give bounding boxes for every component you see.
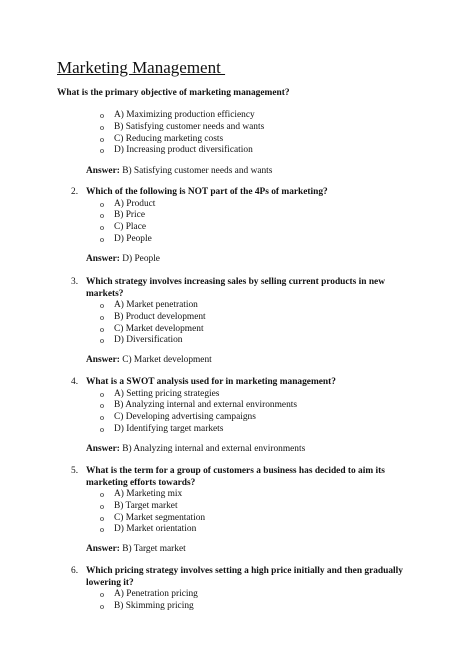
- question-text: Which strategy involves increasing sales by selling current products in new markets?: [86, 277, 385, 299]
- option-text: B) Satisfying customer needs and wants: [114, 121, 265, 132]
- answer-label: Answer:: [86, 444, 120, 454]
- option-text: B) Target market: [114, 500, 178, 511]
- option-text: B) Product development: [114, 311, 206, 322]
- answer-line: [86, 355, 212, 365]
- option-item: [0, 412, 474, 424]
- question-header: [0, 277, 474, 300]
- answer-label: Answer:: [86, 544, 120, 554]
- bullet-icon: o: [100, 401, 104, 411]
- option-text: C) Developing advertising campaigns: [114, 412, 256, 423]
- option-text: C) Reducing marketing costs: [114, 133, 224, 144]
- option-text: D) Identifying target markets: [114, 423, 224, 434]
- bullet-icon: o: [100, 199, 104, 209]
- option-item: [0, 199, 474, 211]
- answer-label: Answer:: [86, 355, 120, 365]
- option-text: D) People: [114, 233, 152, 244]
- bullet-icon: o: [100, 336, 104, 346]
- question-options: [0, 199, 474, 246]
- question-5: [0, 466, 474, 536]
- option-item: [0, 424, 474, 436]
- option-text: C) Market development: [114, 323, 204, 334]
- question-header: [0, 187, 474, 199]
- option-item: [0, 389, 474, 401]
- bullet-icon: o: [100, 490, 104, 499]
- question-1-text: What is the primary objective of marketing management?: [57, 88, 290, 98]
- answer-text: B) Satisfying customer needs and wants: [119, 166, 273, 176]
- option-item: [0, 300, 474, 312]
- bullet-icon: o: [100, 234, 104, 244]
- answer-text: D) People: [119, 254, 160, 264]
- option-text: D) Market orientation: [114, 524, 197, 535]
- option-text: A) Maximizing production efficiency: [114, 110, 255, 120]
- option-item: [0, 489, 474, 501]
- bullet-icon: o: [100, 525, 104, 535]
- bullet-icon: o: [100, 111, 104, 120]
- question-6: [0, 566, 474, 613]
- answer-text: C) Market development: [119, 355, 212, 365]
- option-item: [0, 145, 474, 157]
- document-title: Marketing Management: [57, 58, 226, 77]
- answer-line: [86, 166, 272, 176]
- question-options: [0, 389, 474, 436]
- option-text: C) Market segmentation: [114, 512, 206, 523]
- bullet-icon: o: [100, 413, 104, 423]
- option-text: B) Skimming pricing: [114, 600, 194, 611]
- answer-text: B) Analyzing internal and external environments: [119, 444, 306, 454]
- question-header: [0, 566, 474, 589]
- option-item: [0, 110, 474, 122]
- bullet-icon: o: [100, 134, 104, 144]
- option-item: [0, 222, 474, 234]
- bullet-icon: o: [100, 312, 104, 322]
- option-item: [0, 501, 474, 513]
- question-text: What is a SWOT analysis used for in marketing management?: [86, 377, 336, 387]
- bullet-icon: o: [100, 501, 104, 511]
- option-text: B) Price: [114, 210, 145, 221]
- bullet-icon: o: [100, 211, 104, 221]
- answer-text: B) Target market: [119, 544, 186, 554]
- question-number: 4.: [71, 377, 79, 387]
- option-item: [0, 312, 474, 324]
- answer-label: Answer:: [86, 254, 120, 264]
- question-number: 2.: [71, 187, 79, 197]
- bullet-icon: o: [100, 389, 104, 399]
- answer-label: Answer:: [86, 166, 120, 176]
- option-item: [0, 601, 474, 613]
- question-text: Which of the following is NOT part of the 4Ps of marketing?: [86, 187, 328, 197]
- option-item: [0, 324, 474, 336]
- question-options: [0, 300, 474, 347]
- option-text: C) Place: [114, 222, 147, 233]
- bullet-icon: o: [100, 223, 104, 233]
- option-item: [0, 335, 474, 347]
- option-item: [0, 589, 474, 601]
- question-4: [0, 377, 474, 436]
- answer-line: [86, 544, 186, 554]
- question-1-options: [0, 110, 474, 157]
- bullet-icon: o: [100, 324, 104, 334]
- option-text: A) Marketing mix: [114, 489, 183, 499]
- option-item: [0, 400, 474, 412]
- question-header: [0, 466, 474, 489]
- option-text: D) Diversification: [114, 335, 183, 346]
- bullet-icon: o: [100, 590, 104, 599]
- bullet-icon: o: [100, 513, 104, 523]
- question-number: 3.: [71, 277, 79, 287]
- option-text: B) Analyzing internal and external environments: [114, 400, 298, 411]
- option-item: [0, 122, 474, 134]
- option-text: D) Increasing product diversification: [114, 145, 253, 156]
- question-text: Which pricing strategy involves setting a high price initially and then gradually lowering it?: [86, 566, 403, 588]
- option-item: [0, 524, 474, 536]
- question-number: 5.: [71, 466, 79, 476]
- bullet-icon: o: [100, 122, 104, 132]
- option-item: [0, 134, 474, 146]
- option-item: [0, 513, 474, 525]
- question-text: What is the term for a group of customers a business has decided to aim its marketing efforts towards?: [86, 466, 385, 488]
- bullet-icon: o: [100, 301, 104, 310]
- option-text: A) Product: [114, 198, 156, 209]
- question-options: [0, 489, 474, 536]
- answer-line: [86, 444, 305, 454]
- answer-line: [86, 254, 160, 264]
- question-header: [0, 377, 474, 389]
- bullet-icon: o: [100, 424, 104, 434]
- question-3: [0, 277, 474, 347]
- bullet-icon: o: [100, 601, 104, 611]
- option-text: A) Setting pricing strategies: [114, 388, 220, 399]
- option-item: [0, 234, 474, 246]
- option-text: A) Penetration pricing: [114, 589, 198, 599]
- question-2: [0, 187, 474, 246]
- bullet-icon: o: [100, 146, 104, 156]
- question-number: 6.: [71, 566, 79, 576]
- option-item: [0, 210, 474, 222]
- question-options: [0, 589, 474, 613]
- option-text: A) Market penetration: [114, 300, 198, 310]
